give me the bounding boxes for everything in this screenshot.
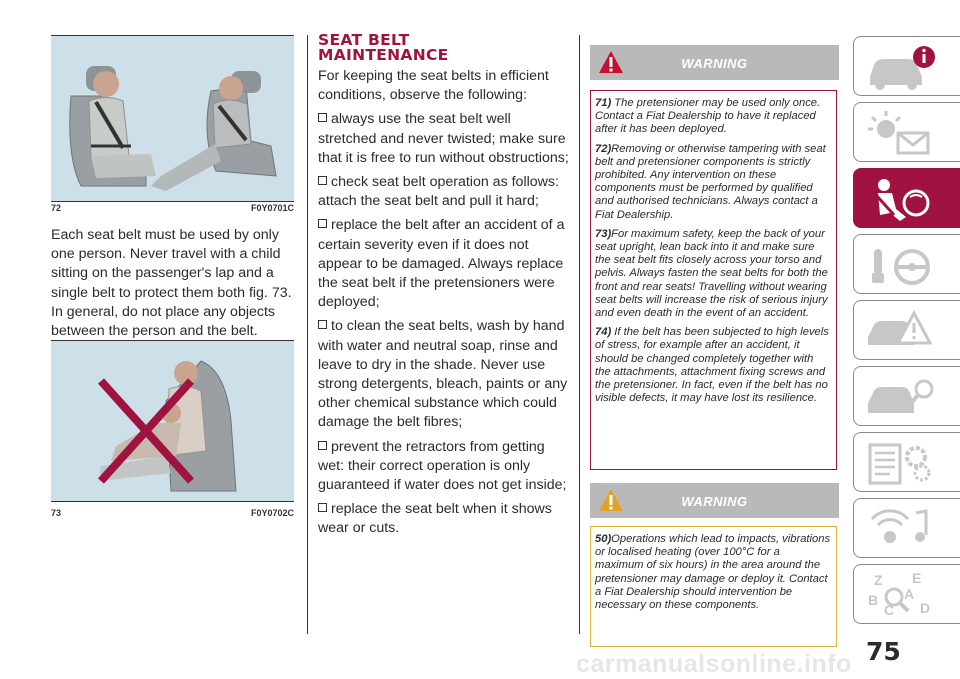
list-item-text: prevent the retractors from getting wet: their correct operation is only guaranteed if water does not get inside;: [318, 438, 567, 494]
checkbox-bullet-icon: [318, 503, 327, 512]
seatbelt-usage-text: [51, 226, 296, 341]
safety-airbag-icon: [864, 175, 944, 223]
warning-ref-number: 71): [595, 97, 612, 109]
warning-ref-number: 50): [595, 533, 612, 545]
warning-ref-number: 74): [595, 326, 612, 339]
figure-code: F0Y0702C: [250, 508, 294, 518]
list-item: [318, 317, 570, 432]
starting-driving-icon: [864, 241, 944, 289]
warning-item: [595, 533, 831, 612]
figure-72-seatbelt-illustration: [51, 35, 294, 202]
figure-code: F0Y0701C: [250, 203, 294, 213]
warning-item: [595, 326, 831, 405]
nav-tab-emergency[interactable]: [853, 300, 960, 360]
figure-73-child-lap-illustration: [51, 340, 294, 502]
list-item-text: check seat belt operation as follows: attach the seat belt and pull it hard;: [318, 174, 559, 210]
checkbox-bullet-icon: [318, 320, 327, 329]
paragraph: Each seat belt must be used by only one person. Never travel with a child sitting on the passenger's lap and a single belt to protect them both fig. 73. In general, do not place any objects between the person and the belt.: [51, 227, 292, 340]
child-on-lap-illustration: [51, 341, 294, 501]
warning-item-text: If the belt has been subjected to high levels of stress, for example after an accident, it should be changed completely together with the attachments, attachment fixing screws and the pretensioner. In fact, even if the belt has no visible defects, it may have lost its resilience.: [595, 326, 829, 405]
checkbox-bullet-icon: [318, 441, 327, 450]
nav-tab-technical-data[interactable]: [853, 432, 960, 492]
list-item: [318, 438, 570, 496]
warning-item-text: The pretensioner may be used only once. Contact a Fiat Dealership to have it replaced after it has been deployed.: [595, 97, 821, 136]
warning-item-text: Removing or otherwise tampering with seat belt and pretensioner components is strictly prohibited. Any intervention on these components must be performed by qualified and authorised technicians. Always contact a Fiat Dealership.: [595, 142, 826, 221]
warning-box-red: [590, 90, 837, 470]
nav-tab-safety[interactable]: [853, 168, 960, 228]
warning-ref-number: 72): [595, 142, 612, 155]
checkbox-bullet-icon: [318, 113, 327, 122]
warning-box-amber: [590, 526, 837, 647]
index-letter: D: [920, 600, 931, 616]
list-item-text: replace the seat belt when it shows wear or cuts.: [318, 501, 552, 537]
checkbox-bullet-icon: [318, 176, 327, 185]
section-title-line1: SEAT BELT: [318, 31, 410, 49]
warning-item-text: Operations which lead to impacts, vibrations or localised heating (over 100°C for a maximum of six hours) in the area around the pretensioner may damage or deploy it. Contact a Fiat Dealership should intervention be necessary on these components.: [595, 533, 831, 612]
list-item-text: replace the belt after an accident of a certain severity even if it does not appear to be damaged. Always replace the seat belt if the pretensioners were deployed;: [318, 217, 565, 311]
nav-tab-starting-driving[interactable]: [853, 234, 960, 294]
column-divider: [307, 35, 308, 634]
car-info-icon: [864, 43, 944, 91]
list-item-text: always use the seat belt well stretched and never twisted; make sure that it is free to run without obstructions;: [318, 111, 569, 166]
intro-text: For keeping the seat belts in efficient conditions, observe the following:: [318, 68, 549, 104]
multimedia-icon: [864, 505, 944, 553]
warning-header-amber: [590, 483, 839, 518]
nav-tab-multimedia[interactable]: [853, 498, 960, 558]
list-item: [318, 110, 570, 168]
figure-number: 72: [51, 203, 62, 213]
seatbelt-adults-illustration: [51, 36, 294, 201]
maintenance-icon: [864, 373, 944, 421]
list-item: [318, 173, 570, 211]
list-item: [318, 500, 570, 538]
page-number: 75: [866, 637, 901, 666]
nav-tab-index[interactable]: [853, 564, 960, 624]
warning-title: WARNING: [681, 494, 748, 509]
technical-data-icon: [864, 439, 944, 487]
index-letter: E: [912, 571, 922, 586]
column-divider: [579, 35, 580, 634]
index-letter: A: [904, 586, 915, 602]
index-letter: B: [868, 592, 879, 608]
warning-item: [595, 143, 831, 222]
section-title: [318, 33, 570, 63]
index-letter: C: [884, 602, 895, 618]
emergency-icon: [864, 307, 944, 355]
warning-header-red: [590, 45, 839, 80]
watermark-text: carmanualsonline.info: [576, 650, 852, 678]
index-letter: Z: [874, 572, 883, 588]
nav-tab-warning-lights[interactable]: [853, 102, 960, 162]
warning-item-text: For maximum safety, keep the back of your seat upright, lean back into it and make sure the seat belt fits closely across your torso and pelvis. Always fasten the seat belts for both the front and rear seats! Travelling without wearing seat belts will increase the risk of serious injury and even death in the event of an accident.: [595, 227, 828, 320]
index-icon: [864, 571, 944, 619]
nav-tab-car-info[interactable]: [853, 36, 960, 96]
warning-item: [595, 228, 831, 320]
list-item: [318, 216, 570, 312]
warning-item: [595, 97, 831, 137]
figure-number: 73: [51, 508, 62, 518]
nav-tab-maintenance[interactable]: [853, 366, 960, 426]
warning-lights-icon: [864, 109, 944, 157]
warning-title: WARNING: [681, 56, 748, 71]
section-title-line2: MAINTENANCE: [318, 46, 449, 64]
list-item-text: to clean the seat belts, wash by hand with water and neutral soap, rinse and leave to dry in the shade. Never use strong detergents, bleach, paints or any other chemical substance which could damage the belt fibres;: [318, 318, 568, 431]
seatbelt-maintenance-section: [318, 33, 570, 544]
warning-ref-number: 73): [595, 227, 612, 240]
checkbox-bullet-icon: [318, 219, 327, 228]
